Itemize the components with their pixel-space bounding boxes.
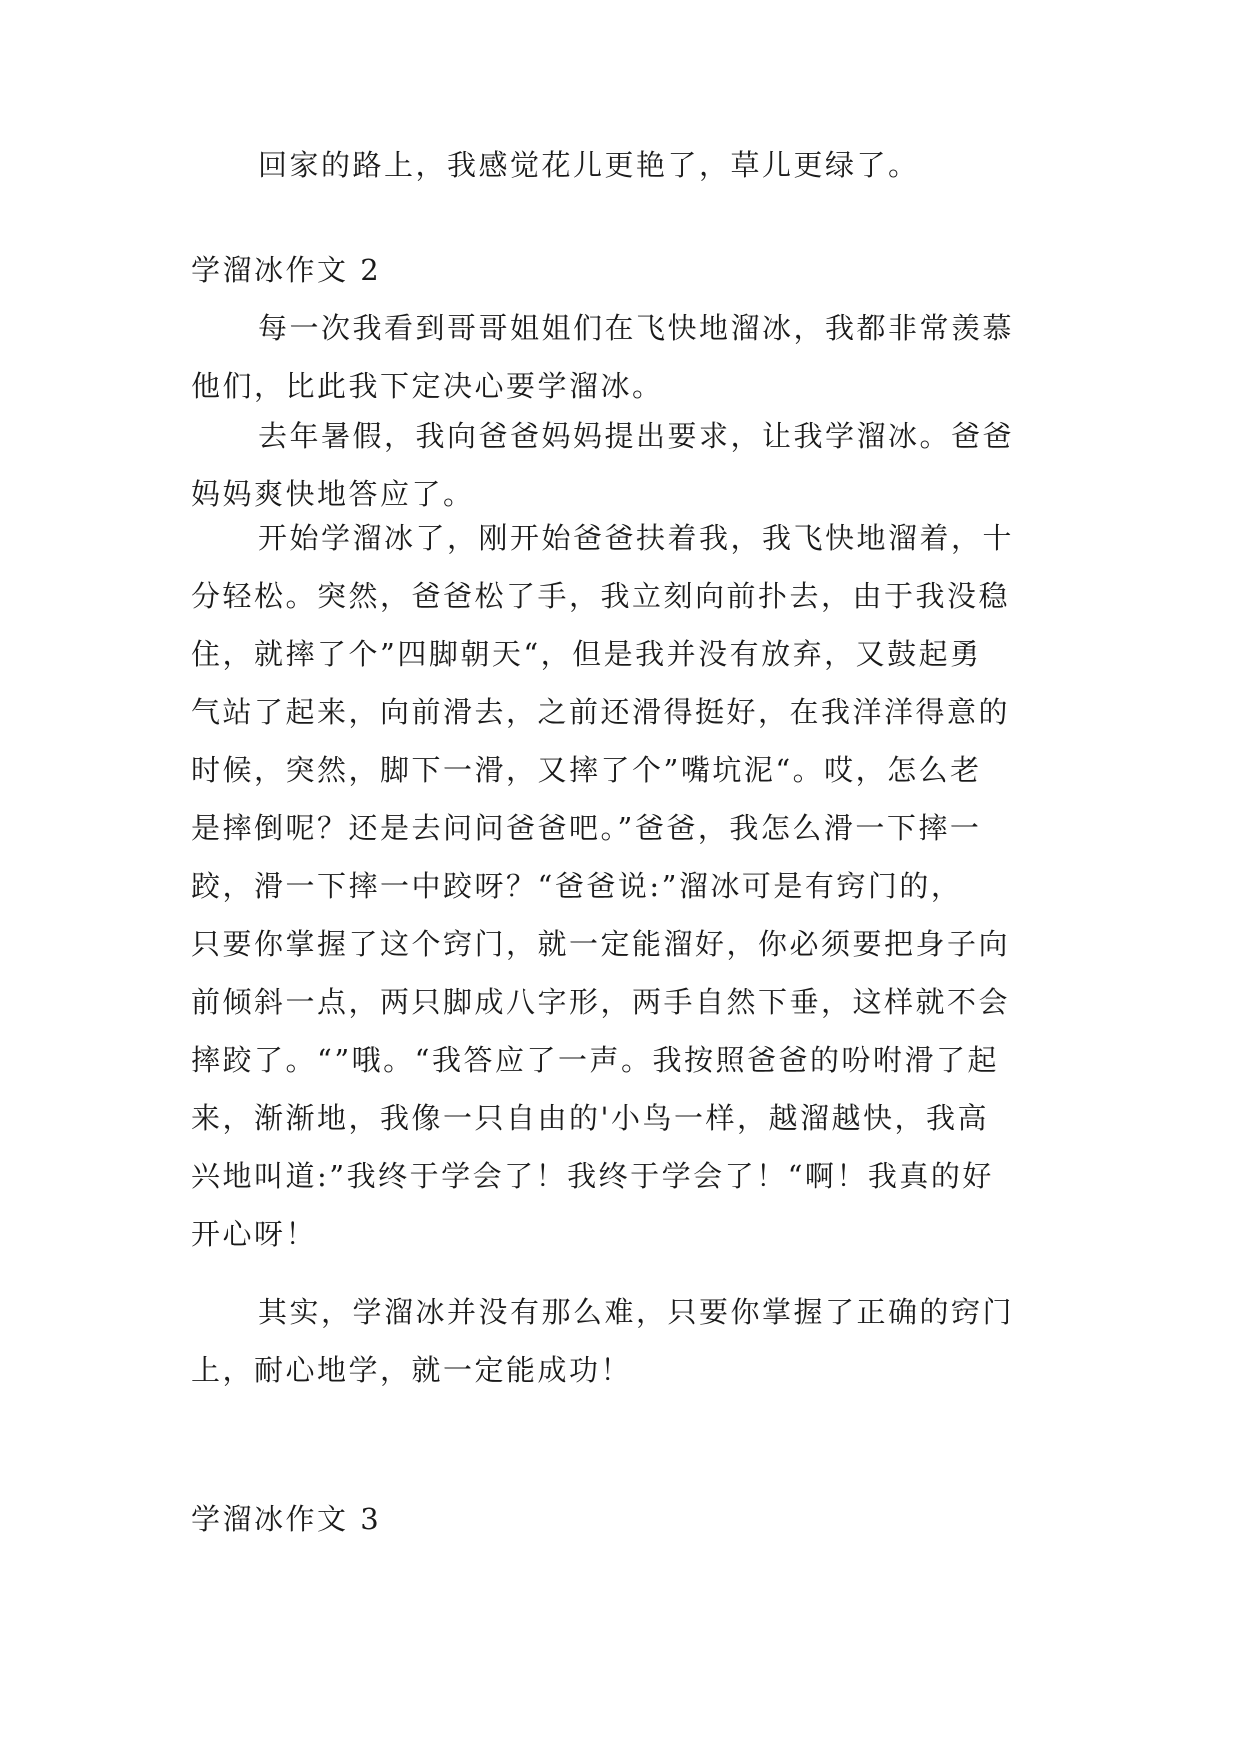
paragraph-2 bbox=[191, 407, 1051, 523]
paragraph-line: 上，耐心地学，就一定能成功！ bbox=[191, 1353, 633, 1387]
paragraph-line: 气站了起来，向前滑去，之前还滑得挺好，在我洋洋得意的 bbox=[191, 695, 1011, 729]
paragraph-3 bbox=[191, 509, 1051, 1263]
paragraph-line: 其实，学溜冰并没有那么难，只要你掌握了正确的窍门 bbox=[258, 1295, 1015, 1329]
paragraph-line: 时候，突然，脚下一滑，又摔了个”嘴坑泥“。哎，怎么老 bbox=[191, 753, 982, 787]
paragraph-line: 回家的路上，我感觉花儿更艳了，草儿更绿了。 bbox=[258, 148, 920, 182]
paragraph-1 bbox=[191, 299, 1051, 415]
paragraph-line: 分轻松。突然，爸爸松了手，我立刻向前扑去，由于我没稳 bbox=[191, 579, 1011, 613]
paragraph-line: 兴地叫道:”我终于学会了！我终于学会了！“啊！我真的好 bbox=[191, 1159, 994, 1193]
paragraph-line: 妈妈爽快地答应了。 bbox=[191, 477, 475, 511]
paragraph-line: 前倾斜一点，两只脚成八字形，两手自然下垂，这样就不会 bbox=[191, 985, 1011, 1019]
paragraph-line: 跤，滑一下摔一中跤呀？“爸爸说:”溜冰可是有窍门的， bbox=[191, 869, 963, 903]
paragraph-line: 他们，比此我下定决心要学溜冰。 bbox=[191, 369, 664, 403]
paragraph-line: 每一次我看到哥哥姐姐们在飞快地溜冰，我都非常羡慕 bbox=[258, 311, 1015, 345]
intro-paragraph bbox=[191, 136, 1051, 194]
paragraph-line: 住，就摔了个”四脚朝天“，但是我并没有放弃，又鼓起勇 bbox=[191, 637, 982, 671]
paragraph-line: 只要你掌握了这个窍门，就一定能溜好，你必须要把身子向 bbox=[191, 927, 1011, 961]
paragraph-line: 开心呀！ bbox=[191, 1217, 318, 1251]
paragraph-line: 摔跤了。“”哦。“我答应了一声。我按照爸爸的吩咐滑了起 bbox=[191, 1043, 999, 1077]
section-heading-2: 学溜冰作文 2 bbox=[191, 253, 382, 287]
paragraph-4 bbox=[191, 1283, 1051, 1399]
paragraph-line: 来，渐渐地，我像一只自由的'小鸟一样，越溜越快，我高 bbox=[191, 1101, 989, 1135]
paragraph-line: 去年暑假，我向爸爸妈妈提出要求，让我学溜冰。爸爸 bbox=[258, 419, 1015, 453]
section-heading-3: 学溜冰作文 3 bbox=[191, 1502, 382, 1536]
paragraph-line: 是摔倒呢？还是去问问爸爸吧。”爸爸，我怎么滑一下摔一 bbox=[191, 811, 982, 845]
paragraph-line: 开始学溜冰了，刚开始爸爸扶着我，我飞快地溜着，十 bbox=[258, 521, 1015, 555]
